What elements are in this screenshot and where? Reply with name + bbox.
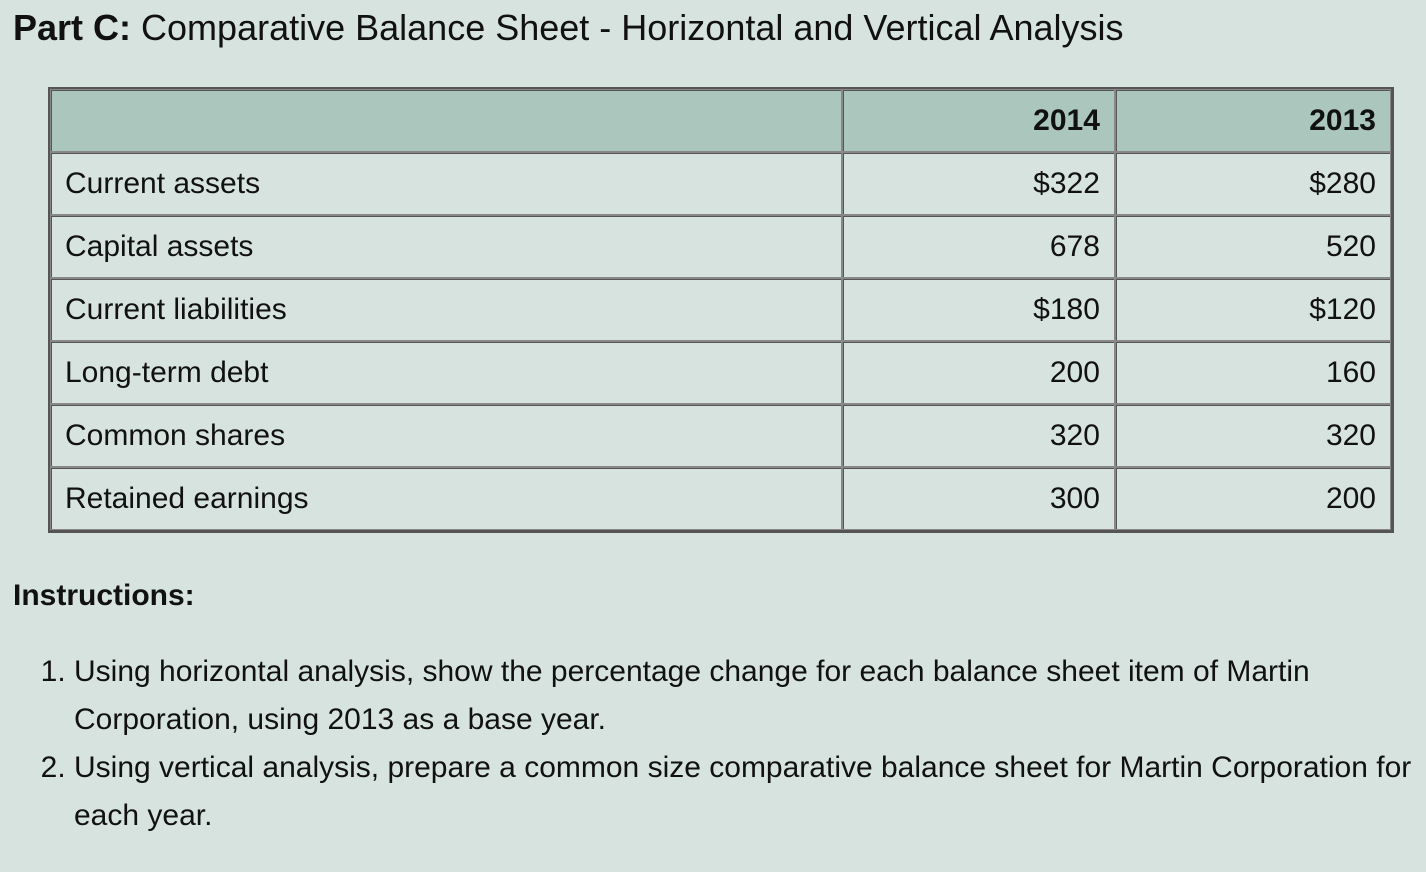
page-title xyxy=(13,6,1124,50)
table-row xyxy=(50,278,1391,341)
instructions-list xyxy=(36,648,1426,840)
balance-sheet-table xyxy=(48,87,1394,533)
value-2013: $120 xyxy=(1115,278,1391,341)
table-row xyxy=(50,215,1391,278)
table-header-row xyxy=(50,89,1391,152)
table-row xyxy=(50,404,1391,467)
table-row xyxy=(50,467,1391,530)
row-label: Capital assets xyxy=(50,215,842,278)
value-2014: 300 xyxy=(842,467,1115,530)
value-2014: 200 xyxy=(842,341,1115,404)
header-2014: 2014 xyxy=(842,89,1115,152)
instructions-heading: Instructions: xyxy=(13,579,195,612)
title-text: Comparative Balance Sheet - Horizontal and Vertical Analysis xyxy=(131,7,1124,48)
row-label: Common shares xyxy=(50,404,842,467)
table-row xyxy=(50,341,1391,404)
row-label: Current assets xyxy=(50,152,842,215)
header-2013: 2013 xyxy=(1115,89,1391,152)
header-label-cell xyxy=(50,89,842,152)
value-2013: 320 xyxy=(1115,404,1391,467)
value-2014: $322 xyxy=(842,152,1115,215)
row-label: Long-term debt xyxy=(50,341,842,404)
row-label: Current liabilities xyxy=(50,278,842,341)
value-2014: 678 xyxy=(842,215,1115,278)
value-2013: 520 xyxy=(1115,215,1391,278)
value-2014: $180 xyxy=(842,278,1115,341)
value-2014: 320 xyxy=(842,404,1115,467)
title-prefix: Part C: xyxy=(13,7,132,48)
value-2013: 160 xyxy=(1115,341,1391,404)
table-row xyxy=(50,152,1391,215)
value-2013: $280 xyxy=(1115,152,1391,215)
instruction-item: 2. Using vertical analysis, prepare a common size comparative balance sheet for Martin Corporation for each year. xyxy=(74,744,1426,840)
instruction-item: 1. Using horizontal analysis, show the percentage change for each balance sheet item of Martin Corporation, using 2013 as a base year. xyxy=(74,648,1426,744)
row-label: Retained earnings xyxy=(50,467,842,530)
value-2013: 200 xyxy=(1115,467,1391,530)
